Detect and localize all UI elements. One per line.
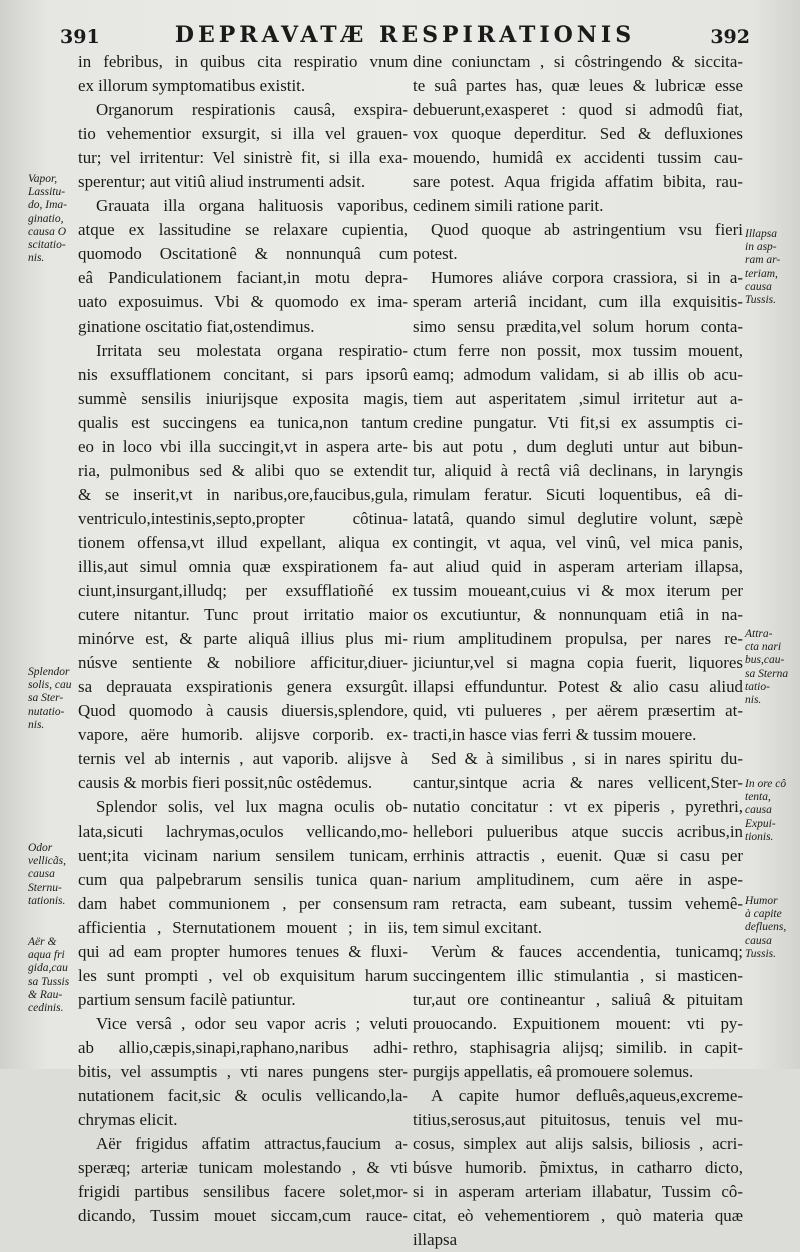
margin-note-line: do, Ima- (28, 199, 67, 212)
text-line: bitis, vel assumptis , vti nares pungens ster- (78, 1061, 408, 1081)
margin-note-line: Lassitu- (28, 186, 66, 199)
text-line: narium amplitudinem, cum aëre in aspe- (413, 869, 743, 889)
margin-note-line: nis. (28, 252, 45, 265)
text-line: sa deprauata exspirationis genera exsurgût. (78, 677, 408, 697)
margin-note-line: Expui- (745, 817, 776, 830)
margin-note-line: teriam, (745, 267, 778, 280)
margin-note-line: solis, cau (28, 679, 72, 692)
text-line: Humores aliáve corpora crassiora, si in a- (431, 268, 743, 288)
text-line: Aër frigidus affatim attractus,faucium a- (96, 1134, 408, 1154)
text-line: nis exsufflationem concitant, si pars ipsorû (78, 364, 408, 384)
margin-note-line: scitatio- (28, 239, 66, 252)
margin-note-line: tionis. (745, 830, 774, 843)
text-line: eamq; admodum validam, si ab illis ob acu- (413, 364, 743, 384)
margin-note-line: à capite (745, 908, 782, 921)
text-line: bis aut potu , dum degluti untur aut bibun- (413, 436, 743, 456)
text-line: nutationem facit,sic & oculis vellicando,la- (78, 1086, 408, 1106)
text-line: Vice versâ , odor seu vapor acris ; veluti (96, 1013, 408, 1033)
text-line: jiciuntur,vel si magna copia fuerit, liquores (413, 653, 743, 673)
margin-note-line: In ore cô (745, 778, 787, 790)
text-line: ternis vel ab internis , aut vaporib. alijsve à (78, 749, 408, 769)
margin-note-line: Tussis. (745, 947, 777, 960)
margin-note-line: causa (745, 804, 772, 817)
text-line: ginatione oscitatio fiat,ostendimus. (78, 316, 315, 336)
text-line: tracti,in hasce vias ferri & tussim mouere. (413, 725, 697, 745)
margin-note-line: defluens, (745, 921, 787, 934)
margin-note-line: Tussis. (745, 294, 777, 307)
text-line: frigidi partibus sensilibus facere solet,mor- (78, 1182, 408, 1202)
margin-note-line: tenta, (745, 791, 771, 804)
text-line: quomodo Oscitationê & nonnunquâ cum (78, 244, 408, 264)
text-line: Grauata illa organa halituosis vaporibus, (96, 196, 408, 216)
margin-note-line: causa O (28, 225, 67, 238)
text-line: & se inserit,vt in naribus,ore,faucibus,gula, (78, 484, 408, 504)
margin-note-line: sa Sterna (745, 667, 789, 680)
text-line: cantur,sintque acria & nares vellicent,Ster- (413, 773, 743, 793)
text-line: ab allio,cæpis,sinapi,raphano,naribus adhi- (78, 1037, 408, 1057)
text-line: ctum ferre non possit, mox tussim mouent, (413, 340, 743, 360)
margin-note-line: tatio- (745, 680, 770, 693)
margin-note-line: Sternu- (28, 881, 62, 894)
text-line: illis,aut simul omnia quæ exspirationem fa- (78, 556, 408, 576)
right-text-column (413, 50, 743, 1252)
text-line: speræq; arteriæ tunicam molestando , & vti (78, 1158, 408, 1178)
text-line: sare potest. Aqua frigida affatim bibita, rau- (413, 172, 743, 192)
page-number-left: 391 (60, 26, 100, 48)
text-line: tur,aut ore contineantur , saliuâ & pituitam (413, 989, 743, 1009)
margin-note-line: Splendor (28, 666, 70, 678)
text-line: minórve est, & parte aliquâ illius plus mi- (78, 629, 408, 649)
text-line: qualis est succingens ea tunica,non tantum (78, 412, 408, 432)
margin-note-line: Vapor, (28, 173, 58, 185)
margin-note-line: Attra- (745, 628, 773, 640)
text-line: cedinem simili ratione parit. (413, 196, 604, 216)
text-line: dine coniunctam , si côstringendo & siccita- (413, 52, 743, 71)
text-line: dicando, Tussim mouet siccam,cum rauce- (78, 1206, 408, 1226)
text-line: purgijs appellatis, eâ promouere solemus. (413, 1061, 694, 1081)
text-line: ventriculo,intestinis,septo,propter côtinua- (78, 508, 408, 528)
text-line: ex illorum symptomatibus existit. (78, 76, 306, 96)
text-line: potest. (413, 244, 458, 264)
margin-note (28, 842, 66, 908)
text-line: citat, eò vehementiorem , quò materia quæ (413, 1206, 743, 1226)
text-line: tur; vel irritentur: Vel sinistrè fit, si illa exa- (78, 148, 408, 168)
text-line: búsve humorib. p̃mixtus, in catharro dicto, (413, 1158, 743, 1178)
text-line: vox quoque deperditur. Sed & defluxiones (413, 124, 743, 144)
margin-note-line: causa (745, 280, 772, 293)
text-line: speram arteriâ incidant, cum illa exquisitis- (413, 292, 743, 312)
running-header (60, 14, 750, 48)
text-line: causis & morbis fieri possit,nûc ostêdemus. (78, 773, 373, 793)
text-line: tur, aliquid à rectâ viâ declinans, in laryngis (413, 460, 743, 480)
text-line: nutatio concitatur : vt ex piperis , pyrethri, (413, 797, 743, 817)
text-line: hellebori pulueribus atque succis acribus,in (413, 821, 743, 841)
text-line: te suâ partes has, quæ leues & lubricæ esse (413, 76, 743, 96)
margin-note-line: vellicãs, (28, 855, 66, 868)
text-line: simo sensu prædita,vel solum horum conta- (413, 316, 743, 336)
margin-note-line: causa (28, 868, 55, 881)
text-line: cutere nitantur. Tunc prout irritatio maior (78, 605, 408, 625)
text-line: partium sensum facilè patiuntur. (78, 989, 296, 1009)
margin-note (28, 936, 69, 1015)
text-line: núsve sentiente & nobiliore afficitur,diuer- (78, 653, 408, 673)
text-line: succingentem illic stimulantia , si masticen- (413, 965, 743, 985)
text-line: debuerunt,exasperet : quod si admodû fiat, (413, 100, 743, 120)
text-line: vapore, aëre humorib. alijsve corporib. ex- (78, 725, 408, 745)
text-line: cum qua palpebrarum sensilis tunica quan- (78, 869, 408, 889)
text-line: tussim moueant,cuius vi & mox iterum per (413, 581, 743, 601)
text-line: Quod quomodo à causis diuersis,splendore, (78, 701, 408, 721)
text-line: mouendo, humidâ ex accidenti tussim cau- (413, 148, 743, 168)
text-line: latatâ, quando simul deglutire volunt, sæpè (413, 508, 743, 528)
text-line: credine pungatur. Vti fit,si ex assumptis ci- (413, 412, 743, 432)
left-text-column (78, 50, 408, 1228)
text-line: quid, vti puluеres , per aërem præsertim at- (413, 701, 743, 721)
running-title: DEPRAVATÆ RESPIRATIONIS (174, 22, 636, 48)
margin-note (28, 666, 71, 732)
text-line: si in asperam arteriam illabatur, Tussim cô- (413, 1182, 743, 1202)
text-line: Irritata seu molestata organa respiratio- (96, 340, 408, 360)
margin-note-line: aqua fri (28, 949, 65, 962)
text-line: illapsa (413, 1230, 458, 1250)
margin-note-line: & Rau- (28, 988, 63, 1001)
margin-note-line: Odor (28, 842, 53, 854)
text-line: lata,sicuti lachrymas,oculos vellicando,mo- (78, 821, 408, 841)
text-line: ria, pulmonibus sed & alibi quo se extendit (78, 460, 408, 480)
text-line: dam habet communionem , per consensum (78, 893, 408, 913)
text-line: rimulam feratur. Sicuti loquentibus, eâ di- (413, 484, 743, 504)
text-line: tem simul excitant. (413, 917, 542, 937)
text-line: summè sensilis iniurijsque exposita magis, (78, 388, 408, 408)
margin-note-line: ram ar- (745, 254, 781, 267)
margin-note-line: nis. (28, 718, 45, 731)
text-line: tio vehementior exsurgit, si illa vel grauen- (78, 124, 408, 144)
margin-note-line: Humor (745, 895, 778, 907)
margin-note-line: sa Tussis (28, 975, 70, 988)
margin-note-line: Aër & (28, 936, 57, 948)
text-line: qui ad eam propter humores tenues & fluxi- (78, 941, 408, 961)
margin-note-line: ginatio, (28, 212, 64, 225)
margin-note (745, 895, 786, 961)
text-line: errhinis attractis , euenit. Quæ si casu per (413, 845, 743, 865)
text-line: uato exposuimus. Vbi & quomodo ex ima- (78, 292, 408, 312)
text-line: rium amplitudinem propulsa, per nares re- (413, 629, 743, 649)
margin-note (745, 778, 786, 844)
margin-note (28, 173, 67, 265)
text-line: Verùm & fauces accendentia, tunicamq; (431, 941, 743, 961)
text-line: chrymas elicit. (78, 1110, 178, 1130)
text-line: uent;ita vicinam narium sensilem tunicam, (78, 845, 408, 865)
text-line: eâ Pandiculationem faciant,in motu depra- (78, 268, 408, 288)
text-line: ciunt,insurgant,illudq; per exsufflatioñé ex (78, 581, 408, 601)
text-line: in febribus, in quibus cita respiratio vnum (78, 52, 408, 71)
margin-note (745, 228, 780, 307)
text-line: Splendor solis, vel lux magna oculis ob- (96, 797, 408, 817)
text-line: eo in loco vbi illa succingit,vt in aspera arte- (78, 436, 408, 456)
margin-note-line: in asp- (745, 241, 777, 254)
text-line: cosus, simplex aut alijs salsis, biliosis , acri- (413, 1134, 743, 1154)
text-line: rethro, staphisagria alijsq; similib. in capit- (413, 1037, 743, 1057)
text-line: afficientia , Sternutationem mouent ; in iis, (78, 917, 408, 937)
text-line: Quod quoque ab astringentium vsu fieri (431, 220, 743, 240)
margin-note-line: gida,cau (28, 962, 68, 975)
text-line: prouocando. Expuitionem mouent: vti py- (413, 1013, 743, 1033)
text-line: ram retracta, eam subeant, tussim vehemê- (413, 893, 743, 913)
text-line: A capite humor defluês,aqueus,excreme- (431, 1086, 743, 1106)
margin-note-line: causa (745, 934, 772, 947)
margin-note-line: bus,cau- (745, 654, 785, 667)
text-line: os excutiuntur, & nonnunquam etiâ in na- (413, 605, 743, 625)
text-line: aut aliud quid in asperam arteriam illapsa, (413, 556, 743, 576)
text-line: tionem offensa,vt illud expellant, aliqua ex (78, 532, 408, 552)
text-line: titius,serosus,aut pituitosus, tenuis vel mu- (413, 1110, 743, 1130)
margin-note-line: sa Ster- (28, 692, 64, 705)
margin-note-line: cedinis. (28, 1002, 64, 1015)
margin-note-line: tationis. (28, 894, 66, 907)
margin-note-line: cta nari (745, 641, 782, 654)
margin-note-line: Illapsa (745, 228, 777, 240)
text-line: contingit, vt aqua, vel vinû, vel mica panis, (413, 532, 743, 552)
margin-note (745, 628, 788, 707)
margin-note-line: nutatio- (28, 705, 65, 718)
text-line: Organorum respirationis causâ, exspira- (96, 100, 408, 120)
page-number-right: 392 (710, 26, 750, 48)
text-line: sperentur; aut vitiû aliud instrumenti adsit. (78, 172, 366, 192)
text-line: les sunt prompti , vel ob exquisitum harum (78, 965, 408, 985)
text-line: Sed & à similibus , si in nares spiritu du- (431, 749, 743, 769)
text-line: atque ex lassitudine se relaxare cupientia, (78, 220, 408, 240)
margin-note-line: nis. (745, 694, 762, 707)
text-line: tiem aut asperitatem ,simul irritetur aut a- (413, 388, 743, 408)
text-line: illapsi effunduntur. Potest & alio casu aliud (413, 677, 743, 697)
